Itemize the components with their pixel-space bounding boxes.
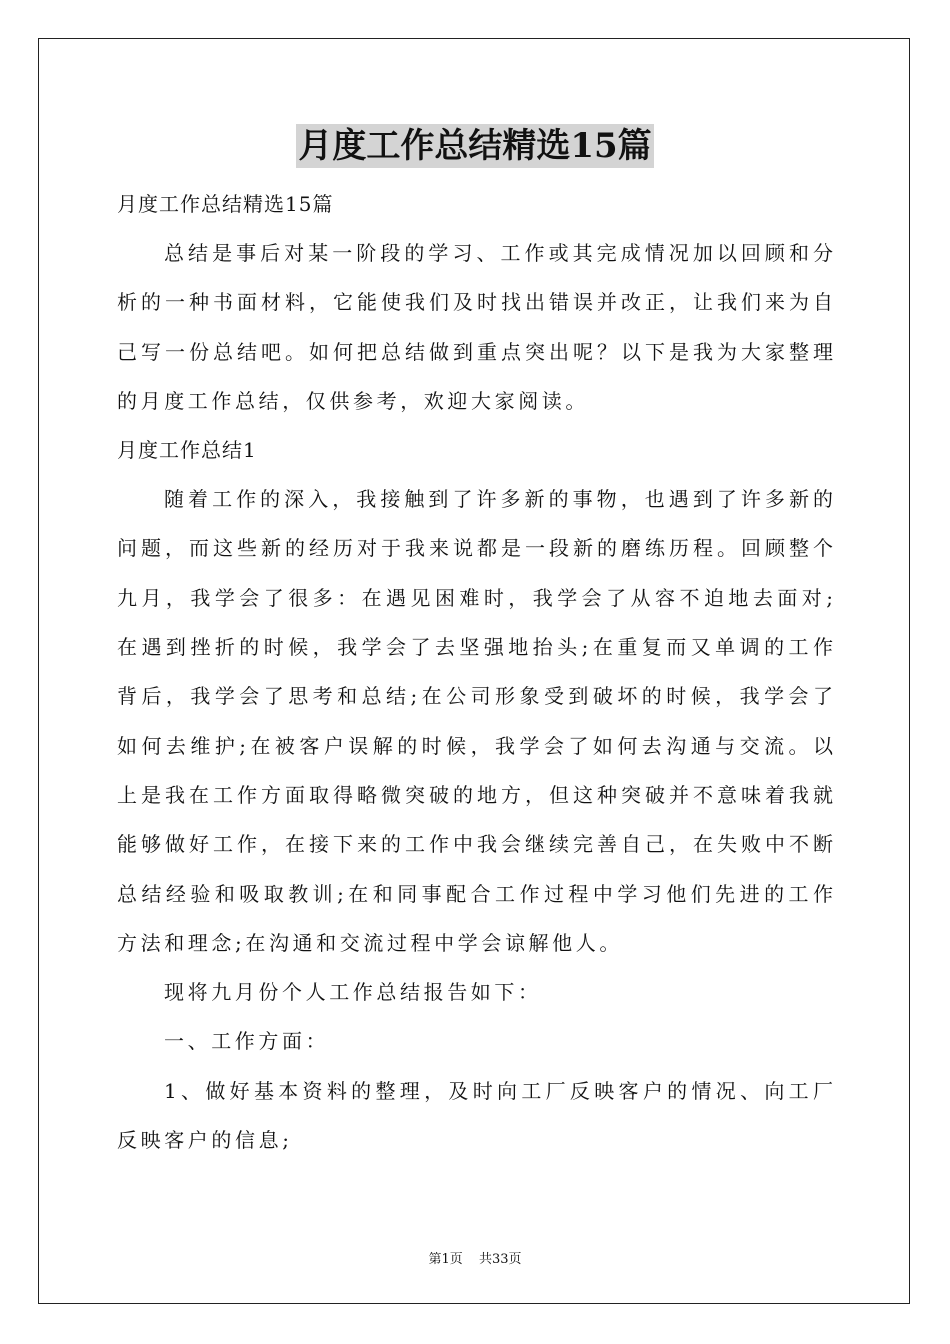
document-title: 月度工作总结精选15篇 (298, 126, 652, 166)
text-line: 1、做好基本资料的整理，及时向工厂反映客户的情况、向工厂 (164, 1078, 833, 1103)
text-line: 能够做好工作，在接下来的工作中我会继续完善自己，在失败中不断 (117, 832, 833, 857)
text-line: 随着工作的深入，我接触到了许多新的事物，也遇到了许多新的 (164, 487, 833, 512)
text-line: 总结是事后对某一阶段的学习、工作或其完成情况加以回顾和分 (164, 241, 833, 265)
text-line: 方法和理念;在沟通和交流过程中学会谅解他人。 (117, 930, 623, 955)
text-line: 在遇到挫折的时候，我学会了去坚强地抬头;在重复而又单调的工作 (117, 635, 833, 660)
page-number: 第1页 (428, 1252, 463, 1267)
text-line: 背后，我学会了思考和总结;在公司形象受到破坏的时候，我学会了 (117, 684, 833, 709)
text-line: 月度工作总结精选15篇 (117, 192, 334, 216)
text-line: 总结经验和吸取教训;在和同事配合工作过程中学习他们先进的工作 (117, 881, 833, 906)
text-line: 反映客户的信息; (117, 1128, 293, 1153)
text-line: 上是我在工作方面取得略微突破的地方，但这种突破并不意味着我就 (117, 782, 833, 807)
text-line: 月度工作总结1 (117, 438, 257, 463)
text-line: 一、工作方面： (164, 1029, 330, 1054)
document-body (117, 180, 833, 1165)
document-title-wrap (0, 124, 950, 168)
text-line: 现将九月份个人工作总结报告如下： (164, 980, 542, 1005)
page-total: 共33页 (478, 1252, 522, 1267)
text-line: 的月度工作总结，仅供参考，欢迎大家阅读。 (117, 388, 589, 413)
text-line: 九月，我学会了很多：在遇见困难时，我学会了从容不迫地去面对; (117, 585, 833, 610)
page-footer (0, 1248, 950, 1267)
text-line: 析的一种书面材料，它能使我们及时找出错误并改正，让我们来为自 (117, 290, 833, 315)
text-line: 如何去维护;在被客户误解的时候，我学会了如何去沟通与交流。以 (117, 733, 833, 758)
text-line: 问题，而这些新的经历对于我来说都是一段新的磨练历程。回顾整个 (117, 536, 833, 561)
text-line: 己写一份总结吧。如何把总结做到重点突出呢？以下是我为大家整理 (117, 339, 833, 364)
